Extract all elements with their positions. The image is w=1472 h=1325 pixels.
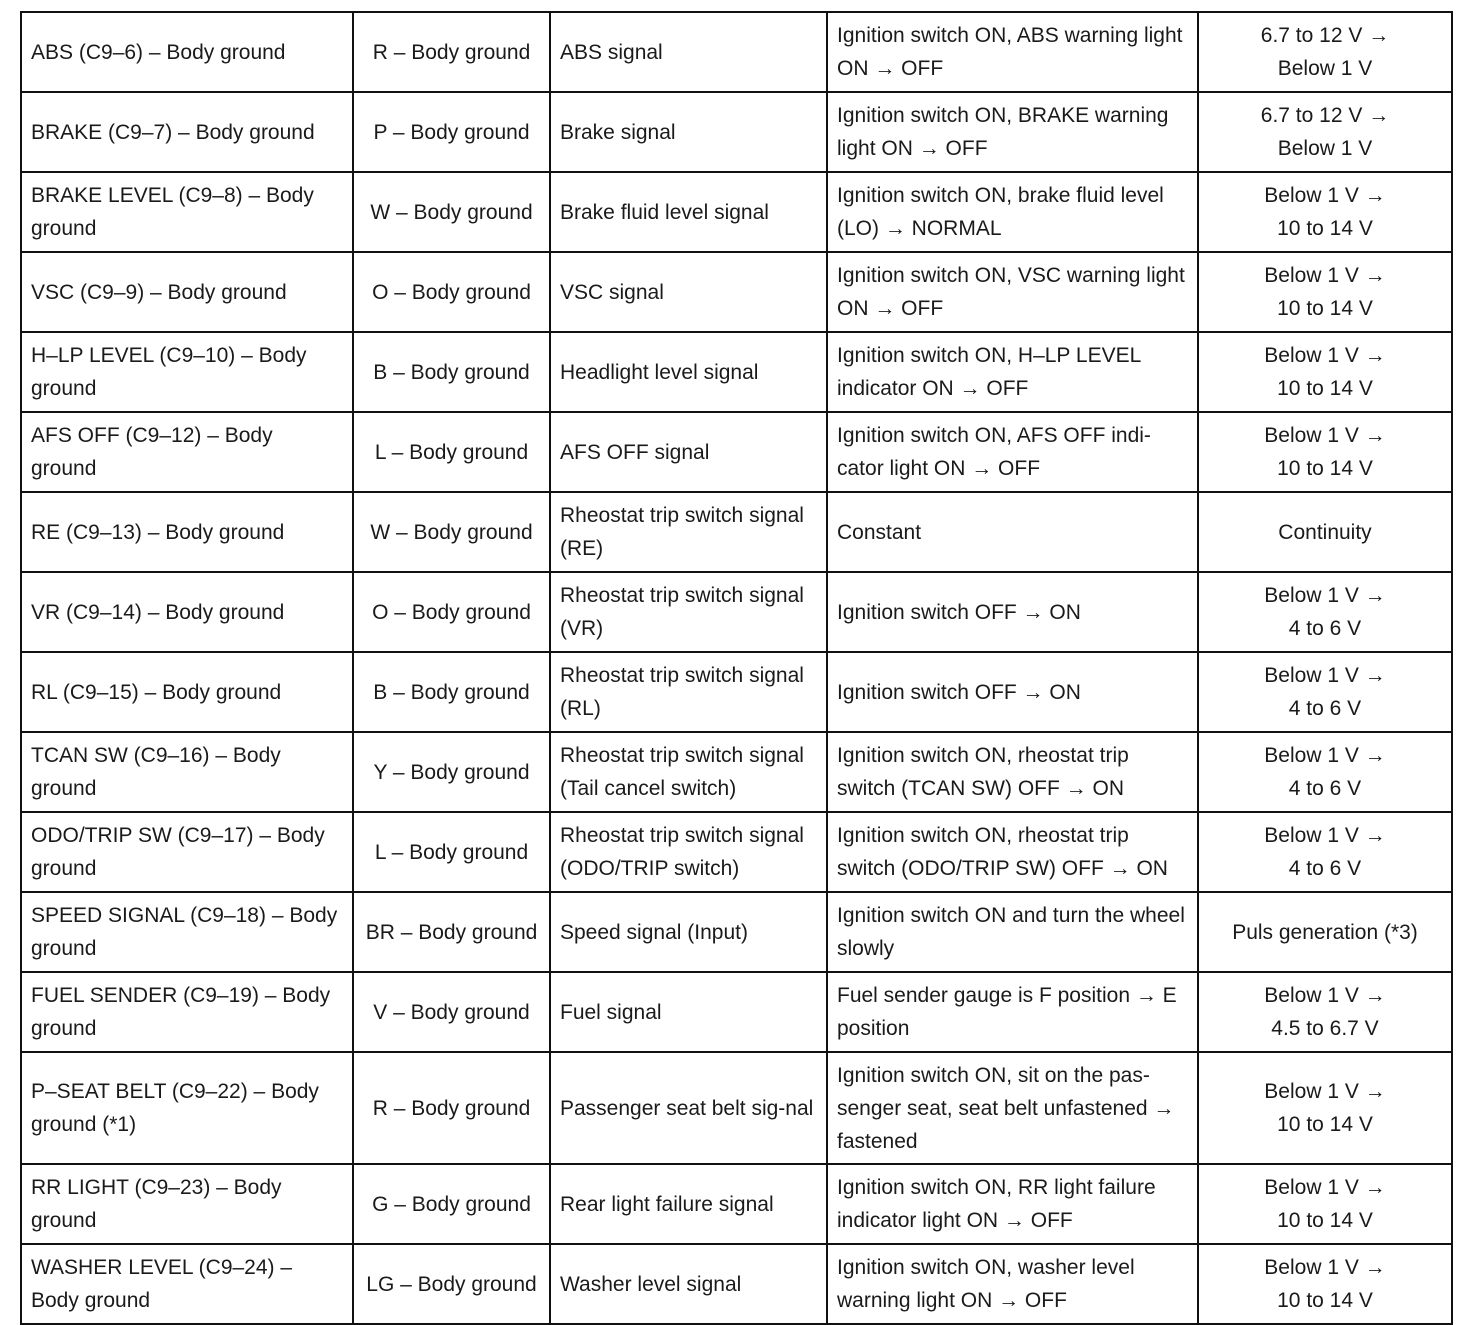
- table-row: [21, 492, 1452, 572]
- terminal-description-cell: VSC signal: [550, 252, 827, 332]
- specified-condition-cell: [1198, 972, 1452, 1052]
- table-row: [21, 412, 1452, 492]
- terminal-description-cell: ABS signal: [550, 12, 827, 92]
- specified-condition-cell: [1198, 1164, 1452, 1244]
- terminal-description-cell: Rheostat trip switch signal (ODO/TRIP switch): [550, 812, 827, 892]
- spec-line: Below 1 V →: [1264, 1256, 1386, 1279]
- specified-condition-cell: [1198, 1052, 1452, 1164]
- wiring-color-cell: R – Body ground: [353, 1052, 550, 1164]
- table-row: [21, 92, 1452, 172]
- terminal-description-cell: Fuel signal: [550, 972, 827, 1052]
- table-row: [21, 1164, 1452, 1244]
- spec-line: 10 to 14 V: [1277, 457, 1373, 480]
- spec-line: Below 1 V: [1277, 137, 1373, 160]
- wiring-color-cell: B – Body ground: [353, 332, 550, 412]
- specified-condition-cell: [1198, 1244, 1452, 1324]
- specified-condition-cell: [1198, 892, 1452, 972]
- terminal-symbol-cell: TCAN SW (C9–16) – Body ground: [21, 732, 353, 812]
- specified-condition-cell: [1198, 12, 1452, 92]
- condition-cell: Ignition switch ON, ABS warning light ON → OFF: [827, 12, 1198, 92]
- specified-condition-cell: [1198, 572, 1452, 652]
- spec-line: Below 1 V →: [1264, 264, 1386, 287]
- terminal-symbol-cell: RL (C9–15) – Body ground: [21, 652, 353, 732]
- spec-line: Below 1 V →: [1264, 344, 1386, 367]
- condition-cell: Ignition switch ON, AFS OFF indi-cator light ON → OFF: [827, 412, 1198, 492]
- table-row: [21, 1244, 1452, 1324]
- terminal-description-cell: Rear light failure signal: [550, 1164, 827, 1244]
- condition-cell: Ignition switch ON, H–LP LEVEL indicator ON → OFF: [827, 332, 1198, 412]
- condition-cell: Ignition switch OFF → ON: [827, 572, 1198, 652]
- condition-cell: Ignition switch ON, VSC warning light ON → OFF: [827, 252, 1198, 332]
- specified-condition-cell: [1198, 92, 1452, 172]
- terminal-symbol-cell: AFS OFF (C9–12) – Body ground: [21, 412, 353, 492]
- spec-line: 4 to 6 V: [1288, 617, 1362, 640]
- table-row: [21, 332, 1452, 412]
- condition-cell: Constant: [827, 492, 1198, 572]
- terminal-symbol-cell: P–SEAT BELT (C9–22) – Body ground (*1): [21, 1052, 353, 1164]
- condition-cell: Ignition switch ON and turn the wheel slowly: [827, 892, 1198, 972]
- spec-line: 4.5 to 6.7 V: [1271, 1017, 1379, 1040]
- spec-line: Continuity: [1278, 520, 1372, 544]
- specified-condition-cell: [1198, 492, 1452, 572]
- spec-line: 10 to 14 V: [1277, 1209, 1373, 1232]
- spec-line: 10 to 14 V: [1277, 217, 1373, 240]
- table-row: [21, 572, 1452, 652]
- wiring-color-cell: R – Body ground: [353, 12, 550, 92]
- wiring-color-cell: L – Body ground: [353, 412, 550, 492]
- condition-cell: Ignition switch OFF → ON: [827, 652, 1198, 732]
- terminal-symbol-cell: SPEED SIGNAL (C9–18) – Body ground: [21, 892, 353, 972]
- table-body: [21, 12, 1452, 1324]
- wiring-color-cell: B – Body ground: [353, 652, 550, 732]
- terminal-description-cell: Rheostat trip switch signal (VR): [550, 572, 827, 652]
- terminal-description-cell: Passenger seat belt sig-nal: [550, 1052, 827, 1164]
- wiring-color-cell: O – Body ground: [353, 572, 550, 652]
- condition-cell: Ignition switch ON, washer level warning light ON → OFF: [827, 1244, 1198, 1324]
- spec-line: 10 to 14 V: [1277, 1113, 1373, 1136]
- terminal-symbol-cell: ABS (C9–6) – Body ground: [21, 12, 353, 92]
- terminal-symbol-cell: RE (C9–13) – Body ground: [21, 492, 353, 572]
- wiring-color-cell: V – Body ground: [353, 972, 550, 1052]
- terminal-symbol-cell: WASHER LEVEL (C9–24) – Body ground: [21, 1244, 353, 1324]
- terminal-description-cell: Rheostat trip switch signal (RE): [550, 492, 827, 572]
- table-row: [21, 812, 1452, 892]
- wiring-color-cell: O – Body ground: [353, 252, 550, 332]
- terminal-symbol-cell: BRAKE (C9–7) – Body ground: [21, 92, 353, 172]
- spec-line: Puls generation (*3): [1232, 920, 1418, 944]
- terminal-description-cell: AFS OFF signal: [550, 412, 827, 492]
- spec-line: 10 to 14 V: [1277, 297, 1373, 320]
- spec-line: Below 1 V →: [1264, 744, 1386, 767]
- specified-condition-cell: [1198, 652, 1452, 732]
- condition-cell: Ignition switch ON, rheostat trip switch (TCAN SW) OFF → ON: [827, 732, 1198, 812]
- spec-line: Below 1 V →: [1264, 984, 1386, 1007]
- terminal-voltage-table: [20, 11, 1453, 1325]
- terminal-symbol-cell: BRAKE LEVEL (C9–8) – Body ground: [21, 172, 353, 252]
- table-row: [21, 1052, 1452, 1164]
- spec-line: 4 to 6 V: [1288, 857, 1362, 880]
- table-row: [21, 12, 1452, 92]
- terminal-description-cell: Rheostat trip switch signal (Tail cancel switch): [550, 732, 827, 812]
- wiring-color-cell: W – Body ground: [353, 492, 550, 572]
- terminal-description-cell: Headlight level signal: [550, 332, 827, 412]
- specified-condition-cell: [1198, 412, 1452, 492]
- terminal-symbol-cell: RR LIGHT (C9–23) – Body ground: [21, 1164, 353, 1244]
- condition-cell: Fuel sender gauge is F position → E position: [827, 972, 1198, 1052]
- wiring-color-cell: BR – Body ground: [353, 892, 550, 972]
- condition-cell: Ignition switch ON, sit on the pas-senger seat, seat belt unfastened → fastened: [827, 1052, 1198, 1164]
- spec-line: Below 1 V: [1277, 57, 1373, 80]
- terminal-symbol-cell: H–LP LEVEL (C9–10) – Body ground: [21, 332, 353, 412]
- spec-line: 10 to 14 V: [1277, 1289, 1373, 1312]
- table-row: [21, 652, 1452, 732]
- spec-line: 4 to 6 V: [1288, 777, 1362, 800]
- condition-cell: Ignition switch ON, BRAKE warning light ON → OFF: [827, 92, 1198, 172]
- specified-condition-cell: [1198, 732, 1452, 812]
- table-row: [21, 172, 1452, 252]
- spec-line: Below 1 V →: [1264, 584, 1386, 607]
- specified-condition-cell: [1198, 812, 1452, 892]
- spec-line: 4 to 6 V: [1288, 697, 1362, 720]
- specified-condition-cell: [1198, 172, 1452, 252]
- table-row: [21, 732, 1452, 812]
- table-row: [21, 972, 1452, 1052]
- spec-line: Below 1 V →: [1264, 1080, 1386, 1103]
- spec-line: Below 1 V →: [1264, 664, 1386, 687]
- specified-condition-cell: [1198, 252, 1452, 332]
- terminal-symbol-cell: VR (C9–14) – Body ground: [21, 572, 353, 652]
- terminal-symbol-cell: ODO/TRIP SW (C9–17) – Body ground: [21, 812, 353, 892]
- terminal-symbol-cell: VSC (C9–9) – Body ground: [21, 252, 353, 332]
- table-row: [21, 892, 1452, 972]
- wiring-color-cell: Y – Body ground: [353, 732, 550, 812]
- wiring-color-cell: G – Body ground: [353, 1164, 550, 1244]
- condition-cell: Ignition switch ON, brake fluid level (LO) → NORMAL: [827, 172, 1198, 252]
- spec-line: Below 1 V →: [1264, 1176, 1386, 1199]
- wiring-color-cell: LG – Body ground: [353, 1244, 550, 1324]
- condition-cell: Ignition switch ON, rheostat trip switch (ODO/TRIP SW) OFF → ON: [827, 812, 1198, 892]
- terminal-symbol-cell: FUEL SENDER (C9–19) – Body ground: [21, 972, 353, 1052]
- terminal-description-cell: Washer level signal: [550, 1244, 827, 1324]
- terminal-description-cell: Brake signal: [550, 92, 827, 172]
- terminal-description-cell: Brake fluid level signal: [550, 172, 827, 252]
- spec-line: 6.7 to 12 V →: [1260, 104, 1390, 127]
- table-row: [21, 252, 1452, 332]
- spec-line: 6.7 to 12 V →: [1260, 24, 1390, 47]
- wiring-color-cell: P – Body ground: [353, 92, 550, 172]
- specified-condition-cell: [1198, 332, 1452, 412]
- spec-line: Below 1 V →: [1264, 184, 1386, 207]
- wiring-color-cell: L – Body ground: [353, 812, 550, 892]
- spec-line: Below 1 V →: [1264, 424, 1386, 447]
- spec-line: Below 1 V →: [1264, 824, 1386, 847]
- terminal-description-cell: Rheostat trip switch signal (RL): [550, 652, 827, 732]
- wiring-color-cell: W – Body ground: [353, 172, 550, 252]
- spec-line: 10 to 14 V: [1277, 377, 1373, 400]
- terminal-description-cell: Speed signal (Input): [550, 892, 827, 972]
- condition-cell: Ignition switch ON, RR light failure indicator light ON → OFF: [827, 1164, 1198, 1244]
